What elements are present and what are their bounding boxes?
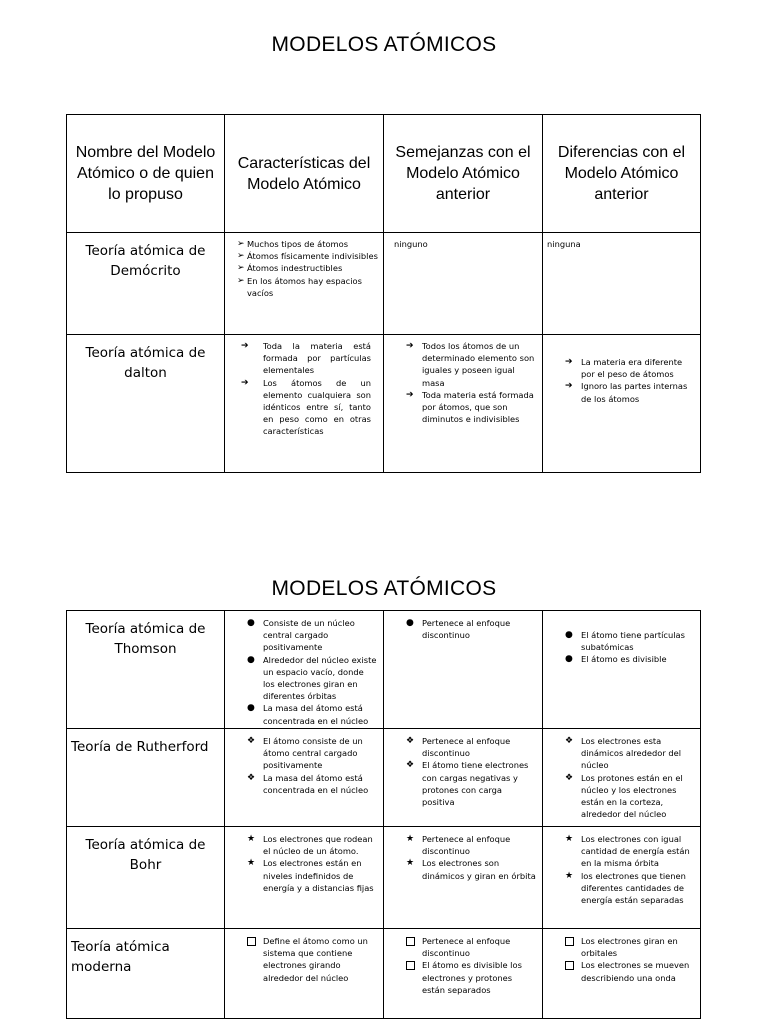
list-item: ● La masa del átomo está concentrada en el núcleo [247,703,369,726]
list-item: ➢ En los átomos hay espacios vacíos [237,275,362,298]
header-semejanzas: Semejanzas con el Modelo Atómico anterior [384,115,543,233]
atomic-models-table-2 [66,610,701,1019]
list-item: ★ los electrones que tienen diferentes cantidades de energía están separadas [565,870,686,906]
model-name: Teoría atómica de Demócrito [67,233,225,335]
semejanzas-cell [384,827,543,929]
semejanzas-cell [384,729,543,827]
model-name: Teoría atómica de Bohr [67,827,225,929]
list-item: ❖ El átomo tiene electrones con cargas negativas y protones con carga positiva [406,760,529,808]
list-item: ● El átomo es divisible [565,654,667,665]
table-row [67,827,701,929]
diferencias-cell [543,335,701,473]
diferencias-cell [543,929,701,1019]
caracteristicas-cell [225,335,384,473]
list-item: ★ Los electrones con igual cantidad de energía están en la misma órbita [565,834,690,869]
model-name: Teoría atómica moderna [67,929,225,1019]
model-name: Teoría de Rutherford [67,729,225,827]
list-item: ● Consiste de un núcleo central cargado positivamente [247,618,355,653]
list-item: ★ Los electrones están en niveles indefinidos de energía y a distancias fijas [247,858,374,893]
table-row [67,929,701,1019]
list-item: ● Alrededor del núcleo existe un espacio vacío, donde los electrones giran en diferentes órbitas [247,654,377,702]
table-row [67,729,701,827]
list-item: ❖ La masa del átomo está concentrada en el núcleo [247,772,369,795]
header-nombre: Nombre del Modelo Atómico o de quien lo propuso [67,115,225,233]
diferencias-cell [543,729,701,827]
list-item: ➔ Ignoro las partes internas de los átomos [565,381,688,404]
list-item: ➔ Toda la materia está formada por partículas elementales [241,341,371,376]
list-item: Los electrones se mueven describiendo una onda [565,959,694,983]
model-name: Teoría atómica de Thomson [67,611,225,729]
list-item: ★ Los electrones que rodean el núcleo de un átomo. [247,834,373,857]
atomic-models-table-1 [66,114,701,473]
list-item: ● Pertenece al enfoque discontinuo [406,618,511,641]
list-item: ❖ Los electrones esta dinámicos alrededor del núcleo [565,736,682,771]
list-item: El átomo es divisible los electrones y protones están separados [406,959,536,996]
diferencias-cell [543,611,701,729]
list-item: ➔ Toda materia está formada por átomos, que son diminutos e indivisibles [406,389,534,425]
checkbox-icon [565,937,574,946]
list-item: ★ Pertenece al enfoque discontinuo [406,834,511,857]
semejanzas-cell: ninguno [384,233,543,335]
page-title-1: MODELOS ATÓMICOS [271,33,497,56]
caracteristicas-cell [225,929,384,1019]
list-item: ➢ Átomos indestructibles [237,263,343,274]
semejanzas-cell [384,929,543,1019]
caracteristicas-cell [225,611,384,729]
header-caracteristicas: Características del Modelo Atómico [225,115,384,233]
list-item: ❖ Pertenece al enfoque discontinuo [406,736,511,759]
list-item: ➔ Los átomos de un elemento cualquiera son idénticos entre sí, tanto en peso como en otras características [241,377,371,437]
table-row [67,611,701,729]
checkbox-icon [247,937,256,946]
diferencias-cell [543,827,701,929]
caracteristicas-cell [225,729,384,827]
list-item: ❖ El átomo consiste de un átomo central cargado positivamente [247,736,363,771]
checkbox-icon [565,961,574,970]
caracteristicas-cell [225,827,384,929]
model-name: Teoría atómica de dalton [67,335,225,473]
list-item: ➢ Muchos tipos de átomos [237,239,349,249]
list-item: ➢ Átomos físicamente indivisibles [237,251,378,262]
caracteristicas-cell [225,233,384,335]
list-item: ➔ La materia era diferente por el peso de átomos [565,357,683,380]
list-item: Define el átomo como un sistema que contiene electrones girando alrededor del núcleo [247,935,377,984]
page-title-2: MODELOS ATÓMICOS [271,577,497,600]
list-item: ➔ Todos los átomos de un determinado elemento son iguales y poseen igual masa [406,341,535,388]
list-item: ❖ Los protones están en el núcleo y los electrones están en la corteza, alrededor del núcleo [565,772,683,820]
list-item: Pertenece al enfoque discontinuo [406,935,536,959]
list-item: ★ Los electrones son dinámicos y giran en órbita [406,858,536,881]
list-item: ● El átomo tiene partículas subatómicas [565,630,685,653]
list-item: Los electrones giran en orbitales [565,935,694,959]
semejanzas-cell [384,611,543,729]
checkbox-icon [406,961,415,970]
diferencias-cell: ninguna [543,233,701,335]
header-diferencias: Diferencias con el Modelo Atómico anterior [543,115,701,233]
checkbox-icon [406,937,415,946]
semejanzas-cell [384,335,543,473]
table-row [67,335,701,473]
table-row [67,233,701,335]
